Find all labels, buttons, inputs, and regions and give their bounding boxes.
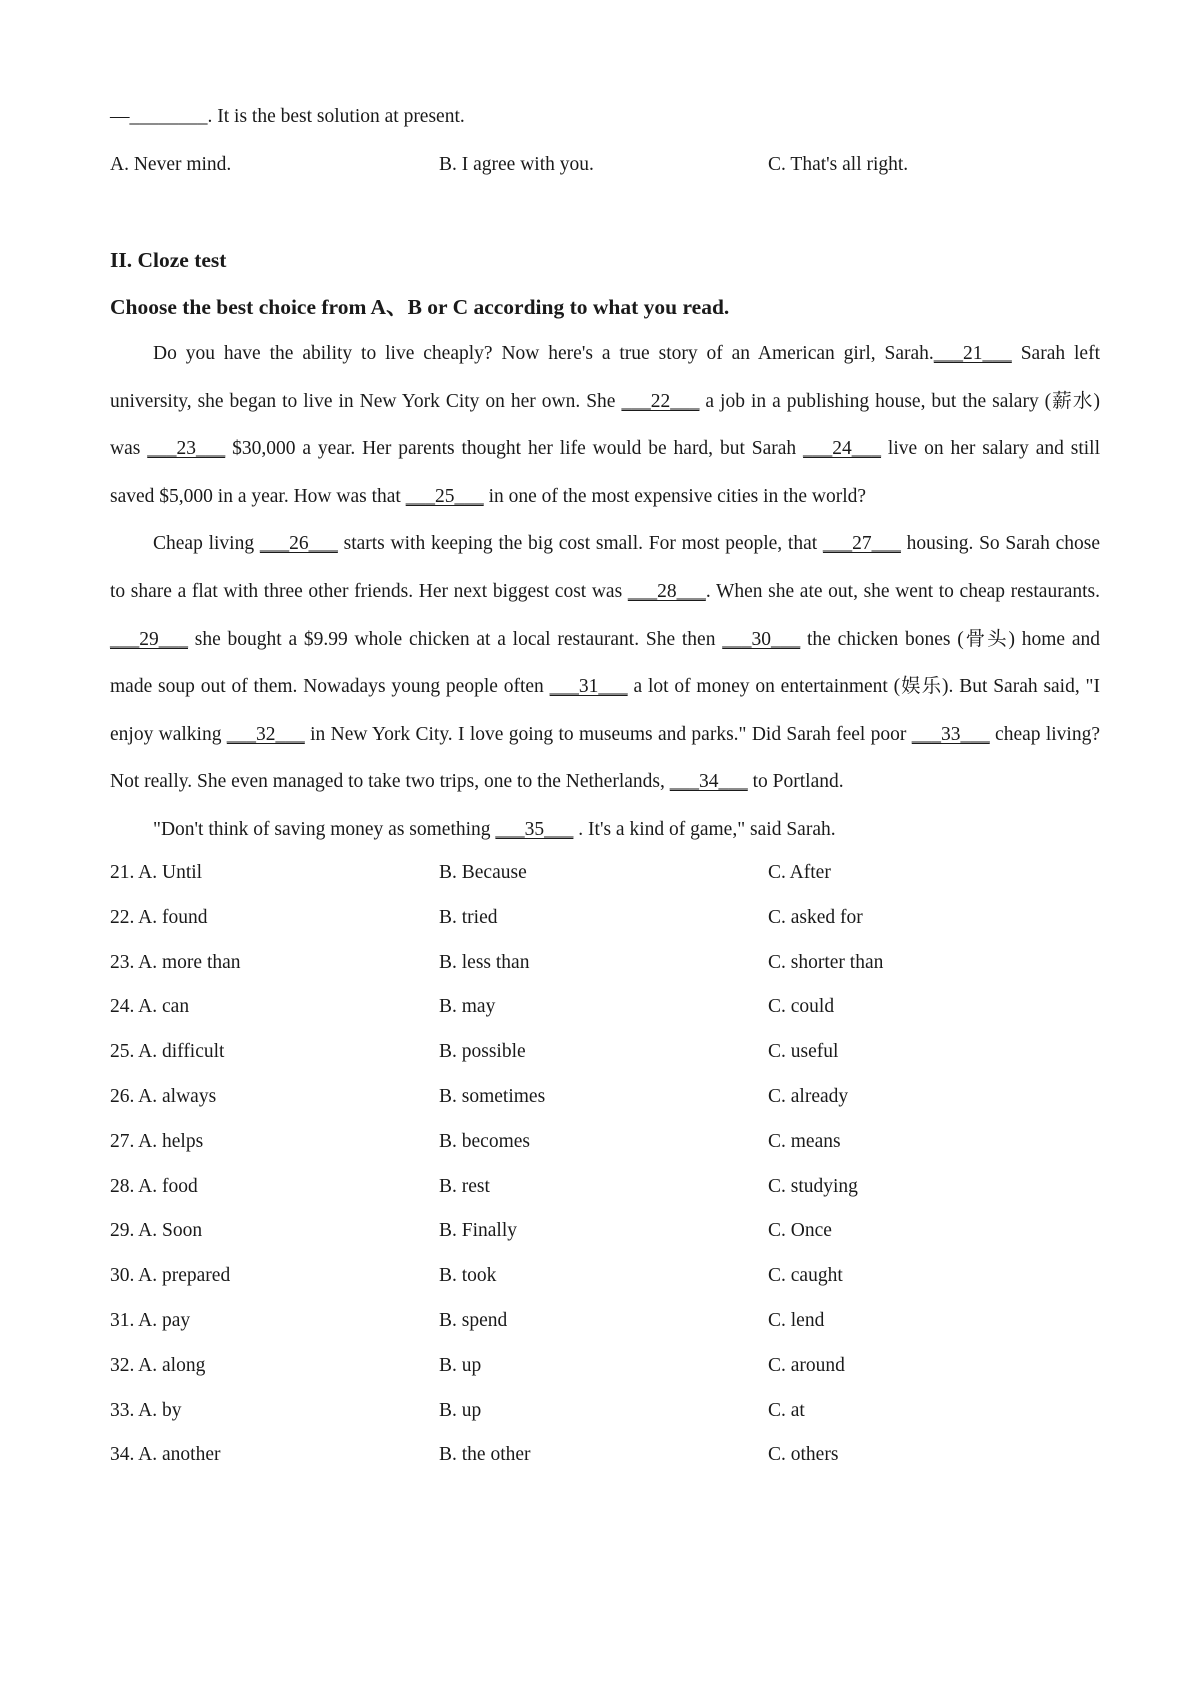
question-25-option-a: 25. A. difficult — [110, 1041, 225, 1063]
passage-text: starts with keeping the big cost small. For most people, that — [337, 533, 823, 555]
prev-option-c: C. That's all right. — [768, 154, 909, 175]
answer-blank: ___35___ — [495, 818, 574, 840]
question-32-option-a: 32. A. along — [110, 1354, 206, 1376]
passage-text: to Portland. — [747, 771, 844, 793]
section-instruction: Choose the best choice from A、B or C according to what you read. — [110, 295, 730, 319]
question-27-option-a: 27. A. helps — [110, 1130, 204, 1152]
answer-blank: ___22___ — [621, 390, 700, 412]
question-21-option-a: 21. A. Until — [110, 862, 203, 883]
passage-text: a job in a publishing house, but the salary (薪水) was — [110, 390, 1100, 460]
passage-text: a lot of money on entertainment (娱乐). But Sarah said, "I enjoy walking — [110, 676, 1101, 745]
question-23-option-a: 23. A. more than — [110, 951, 241, 973]
question-28-option-c: C. studying — [768, 1175, 858, 1197]
passage-text: . It's a kind of game," said Sarah. — [573, 818, 836, 840]
passage-text: she bought a $9.99 whole chicken at a local restaurant. She then — [188, 628, 723, 650]
question-28-option-a: 28. A. food — [110, 1175, 198, 1197]
question-26-option-b: B. sometimes — [439, 1086, 546, 1107]
question-22-option-c: C. asked for — [768, 906, 863, 928]
passage-text: Cheap living — [153, 533, 260, 555]
answer-blank: ___21___ — [933, 343, 1012, 364]
section-title: II. Cloze test — [110, 248, 227, 272]
prev-question-stem: —________. It is the best solution at present. — [110, 106, 465, 127]
question-32-option-c: C. around — [768, 1354, 845, 1376]
question-30-option-b: B. took — [439, 1265, 497, 1287]
passage-text: $30,000 a year. Her parents thought her life would be hard, but Sarah — [225, 438, 804, 460]
question-22-option-a: 22. A. found — [110, 906, 208, 928]
question-31-option-b: B. spend — [439, 1310, 508, 1331]
question-29-option-b: B. Finally — [439, 1220, 518, 1242]
question-26-option-a: 26. A. always — [110, 1086, 217, 1107]
answer-blank: ___25___ — [405, 485, 484, 507]
answer-blank: ___27___ — [822, 533, 901, 555]
question-25-option-b: B. possible — [439, 1041, 526, 1063]
question-23-option-c: C. shorter than — [768, 951, 884, 973]
question-24-option-a: 24. A. can — [110, 996, 190, 1018]
question-25-option-c: C. useful — [768, 1041, 839, 1063]
question-24-option-b: B. may — [439, 996, 496, 1018]
passage-text: in one of the most expensive cities in the world? — [483, 485, 867, 507]
prev-option-b: B. I agree with you. — [439, 154, 594, 175]
question-33-option-b: B. up — [439, 1399, 482, 1421]
answer-blank: ___24___ — [803, 438, 882, 460]
question-26-option-c: C. already — [768, 1086, 849, 1107]
question-34-option-a: 34. A. another — [110, 1444, 221, 1466]
passage-text: live on her salary and still saved $5,000 in a year. How was that — [110, 438, 1100, 507]
question-21-option-c: C. After — [768, 862, 831, 883]
passage-paragraph-2 — [110, 520, 1100, 806]
question-34-option-b: B. the other — [439, 1444, 531, 1466]
question-22-option-b: B. tried — [439, 906, 498, 928]
passage-paragraph-3 — [110, 806, 1100, 854]
question-33-option-c: C. at — [768, 1399, 805, 1421]
question-27-option-b: B. becomes — [439, 1130, 530, 1152]
question-31-option-a: 31. A. pay — [110, 1310, 191, 1331]
passage-paragraph-1 — [110, 330, 1100, 520]
question-23-option-b: B. less than — [439, 951, 530, 973]
answer-blank: ___33___ — [911, 723, 990, 745]
answer-blank: ___30___ — [722, 628, 801, 650]
answer-blank: ___23___ — [147, 438, 226, 460]
question-21-option-b: B. Because — [439, 862, 527, 883]
answer-blank: ___32___ — [226, 723, 305, 745]
passage-text: "Don't think of saving money as something — [153, 818, 496, 840]
question-31-option-c: C. lend — [768, 1310, 825, 1331]
passage-text: . When she ate out, she went to cheap restaurants. — [705, 580, 1100, 602]
question-28-option-b: B. rest — [439, 1175, 490, 1197]
passage-text: Sarah left university, she began to live in New York City on her own. She — [110, 343, 1100, 412]
question-30-option-c: C. caught — [768, 1265, 843, 1287]
question-32-option-b: B. up — [439, 1354, 482, 1376]
passage-text: in New York City. I love going to museums and parks." Did Sarah feel poor — [304, 723, 912, 745]
answer-blank: ___31___ — [549, 676, 628, 698]
question-33-option-a: 33. A. by — [110, 1399, 182, 1421]
answer-blank: ___34___ — [669, 771, 748, 793]
question-34-option-c: C. others — [768, 1444, 839, 1466]
passage-text: Do you have the ability to live cheaply? Now here's a true story of an American girl, Sarah. — [153, 343, 934, 364]
question-29-option-c: C. Once — [768, 1220, 832, 1242]
question-30-option-a: 30. A. prepared — [110, 1265, 231, 1287]
passage-text: the chicken bones (骨头) home and made soup out of them. Nowadays young people often — [110, 628, 1100, 698]
cloze-passage — [110, 330, 1100, 854]
answer-blank: ___26___ — [259, 533, 338, 555]
answer-blank: ___28___ — [627, 580, 706, 602]
prev-option-a: A. Never mind. — [110, 154, 232, 175]
passage-text: housing. So Sarah chose to share a flat with three other friends. Her next biggest cost was — [110, 533, 1100, 602]
question-29-option-a: 29. A. Soon — [110, 1220, 203, 1242]
question-27-option-c: C. means — [768, 1130, 841, 1152]
question-24-option-c: C. could — [768, 996, 835, 1018]
passage-text: cheap living? Not really. She even managed to take two trips, one to the Netherlands, — [110, 723, 1101, 793]
answer-blank: ___29___ — [110, 628, 188, 650]
